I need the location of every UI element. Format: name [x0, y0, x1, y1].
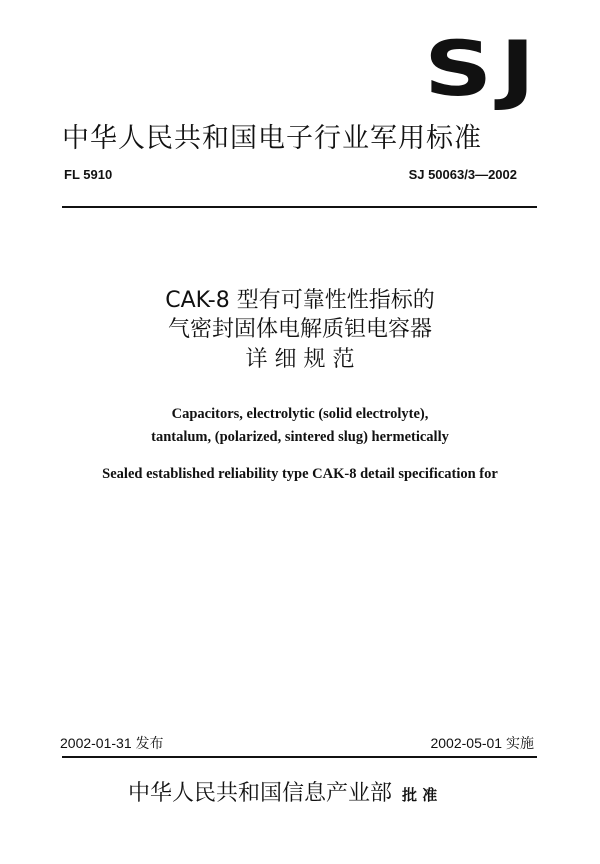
- title-cn-line-1: CAK-8 型有可靠性性指标的: [165, 288, 435, 313]
- national-standard-heading: 中华人民共和国电子行业军用标准: [62, 123, 482, 154]
- title-en-line-2: tantalum, (polarized, sintered slug) hermetically: [151, 429, 449, 445]
- approve-label: 批 准: [402, 786, 438, 804]
- standard-number: SJ 50063/3—2002: [408, 167, 517, 182]
- title-cn-line-2: 气密封固体电解质钽电容器: [167, 317, 432, 342]
- title-en-line-1: Capacitors, electrolytic (solid electrolyte),: [171, 406, 429, 422]
- title-cn-line-3: 详 细 规 范: [245, 347, 355, 372]
- sj-logo: SJ: [424, 24, 543, 113]
- issuer-line: [128, 776, 437, 807]
- effective-date: 2002-05-01 实施: [430, 735, 534, 751]
- classification-code: FL 5910: [64, 167, 113, 182]
- top-divider: [62, 206, 537, 208]
- issue-date: 2002-01-31 发布: [60, 735, 164, 751]
- title-en-line-3: Sealed established reliability type CAK-8 detail specification for: [102, 466, 498, 482]
- bottom-divider: [62, 756, 537, 758]
- issuer: 中华人民共和国信息产业部: [128, 781, 393, 806]
